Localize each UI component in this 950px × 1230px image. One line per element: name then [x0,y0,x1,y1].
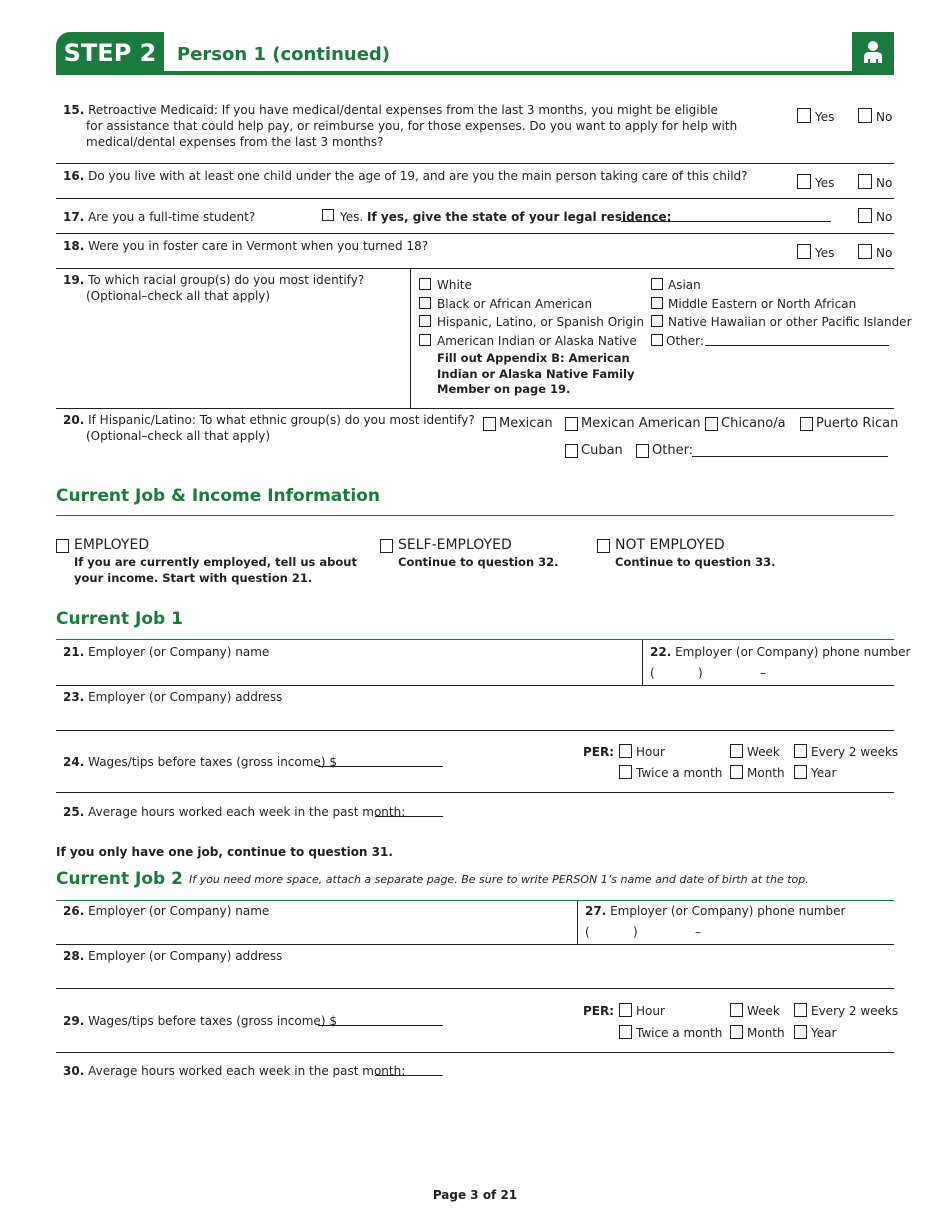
race-mena-label: Middle Eastern or North African [668,297,857,311]
divider [56,163,894,164]
q24-per-label: PER: [583,745,615,759]
eth-mexican-checkbox[interactable] [483,417,496,431]
q30-hours-input[interactable] [375,1075,443,1076]
divider [56,1052,894,1053]
eth-puerto-rican-checkbox[interactable] [800,417,813,431]
self-employed-label: SELF-EMPLOYED [398,537,512,553]
job2-note: If you need more space, attach a separate page. Be sure to write PERSON 1’s name and date of birth at the top. [189,873,809,886]
divider [56,730,894,731]
q18-text: 18. Were you in foster care in Vermont when you turned 18? [63,239,429,253]
income-heading: Current Job & Income Information [56,486,381,506]
q27-label: 27. Employer (or Company) phone number [585,904,846,918]
q24-year-checkbox[interactable] [794,765,807,779]
eth-other-checkbox[interactable] [636,444,649,458]
q29-year-checkbox[interactable] [794,1025,807,1039]
q29-year-label: Year [811,1026,837,1040]
q24-hour-checkbox[interactable] [619,744,632,758]
q29-week-checkbox[interactable] [730,1003,743,1017]
race-other-checkbox[interactable] [651,334,663,346]
q16-yes-label: Yes [815,176,835,190]
employed-label: EMPLOYED [74,537,150,553]
q23-label: 23. Employer (or Company) address [63,690,283,704]
q29-month-label: Month [747,1026,785,1040]
q16-yes-checkbox[interactable] [797,174,811,189]
q17-text: 17. Are you a full-time student? [63,210,256,224]
eth-other-label: Other: [652,443,694,458]
q27-phone-area-close: ) [633,925,638,939]
divider [56,988,894,989]
race-american-indian-checkbox[interactable] [419,334,431,346]
income-rule [56,515,894,516]
self-employed-checkbox[interactable] [380,539,393,553]
race-mena-checkbox[interactable] [651,297,663,309]
job2-rule [56,900,894,901]
race-asian-label: Asian [668,278,701,292]
q26-label: 26. Employer (or Company) name [63,904,270,918]
race-black-checkbox[interactable] [419,297,431,309]
q24-every2-label: Every 2 weeks [811,745,899,759]
divider [56,408,894,409]
q29-every2-checkbox[interactable] [794,1003,807,1017]
page-number: Page 3 of 21 [432,1188,518,1202]
q29-twice-checkbox[interactable] [619,1025,632,1039]
q29-hour-label: Hour [636,1004,665,1018]
q16-text: 16. Do you live with at least one child under the age of 19, and are you the main person taking care of this child? [63,169,748,183]
q22-phone-dash: – [760,666,766,680]
q24-amount-input[interactable] [318,766,443,767]
q22-label: 22. Employer (or Company) phone number [650,645,911,659]
q25-label: 25. Average hours worked each week in the past month: [63,805,406,819]
q18-no-checkbox[interactable] [858,244,872,259]
q15-no-label: No [876,110,893,124]
self-employed-note: Continue to question 32. [398,555,559,569]
q24-year-label: Year [811,766,837,780]
q29-every2-label: Every 2 weeks [811,1004,899,1018]
q15-yes-label: Yes [815,110,835,124]
not-employed-label: NOT EMPLOYED [615,537,725,553]
race-other-label: Other: [666,334,704,348]
race-white-checkbox[interactable] [419,278,431,290]
eth-puerto-rican-label: Puerto Rican [816,416,899,431]
q24-week-label: Week [747,745,780,759]
race-hispanic-checkbox[interactable] [419,315,431,327]
appendix-note: Fill out Appendix B: American Indian or Alaska Native Family Member on page 19. [437,351,635,396]
q18-yes-checkbox[interactable] [797,244,811,259]
q17-yes-checkbox[interactable] [322,209,334,221]
eth-cuban-label: Cuban [581,443,623,458]
page-title: Person 1 (continued) [177,44,391,65]
q29-label: 29. Wages/tips before taxes (gross income) $ [63,1014,337,1028]
divider [56,685,894,686]
column-divider [410,268,411,408]
q24-twice-label: Twice a month [636,766,723,780]
q22-phone-area-open: ( [650,666,655,680]
race-white-label: White [437,278,472,292]
race-american-indian-label: American Indian or Alaska Native [437,334,637,348]
q20-text: 20. If Hispanic/Latino: To what ethnic group(s) do you most identify? (Optional–check all that apply) [63,413,475,443]
q25-hours-input[interactable] [375,816,443,817]
job2-heading: Current Job 2 [56,869,183,889]
race-pacific-checkbox[interactable] [651,315,663,327]
race-pacific-label: Native Hawaiian or other Pacific Islander [668,315,912,329]
q29-week-label: Week [747,1004,780,1018]
race-asian-checkbox[interactable] [651,278,663,290]
q30-label: 30. Average hours worked each week in the past month: [63,1064,406,1078]
eth-chicano-label: Chicano/a [721,416,786,431]
job1-rule [56,639,894,640]
column-divider [642,640,643,685]
race-hispanic-label: Hispanic, Latino, or Spanish Origin [437,315,644,329]
q17-state-input[interactable] [621,221,831,222]
q24-week-checkbox[interactable] [730,744,743,758]
q16-no-label: No [876,176,893,190]
q27-phone-dash: – [695,925,701,939]
q15-no-checkbox[interactable] [858,108,872,123]
q17-yes-label: Yes. If yes, give the state of your legal residence: [340,210,672,224]
divider [56,944,894,945]
q24-every2-checkbox[interactable] [794,744,807,758]
eth-chicano-checkbox[interactable] [705,417,718,431]
q24-month-label: Month [747,766,785,780]
q18-yes-label: Yes [815,246,835,260]
eth-mexican-american-label: Mexican American [581,416,701,431]
header-rule [56,71,894,75]
employed-note: If you are currently employed, tell us about your income. Start with question 21. [74,555,357,585]
q29-per-label: PER: [583,1004,615,1018]
q29-month-checkbox[interactable] [730,1025,743,1039]
q24-twice-checkbox[interactable] [619,765,632,779]
race-black-label: Black or African American [437,297,593,311]
q29-twice-label: Twice a month [636,1026,723,1040]
q15-yes-checkbox[interactable] [797,108,811,123]
employed-checkbox[interactable] [56,539,69,553]
q21-label: 21. Employer (or Company) name [63,645,270,659]
only-one-job-note: If you only have one job, continue to question 31. [56,845,393,859]
divider [56,792,894,793]
q27-phone-area-open: ( [585,925,590,939]
q29-amount-input[interactable] [318,1025,443,1026]
q17-no-checkbox[interactable] [858,208,872,223]
not-employed-note: Continue to question 33. [615,555,776,569]
q22-phone-area-close: ) [698,666,703,680]
eth-mexican-label: Mexican [499,416,553,431]
q29-hour-checkbox[interactable] [619,1003,632,1017]
step-label: STEP 2 [63,39,157,67]
eth-cuban-checkbox[interactable] [565,444,578,458]
q24-hour-label: Hour [636,745,665,759]
q19-text: 19. To which racial group(s) do you most identify? (Optional–check all that apply) [63,273,365,303]
divider [56,198,894,199]
eth-mexican-american-checkbox[interactable] [565,417,578,431]
divider [56,268,894,269]
q24-month-checkbox[interactable] [730,765,743,779]
q16-no-checkbox[interactable] [858,174,872,189]
q24-label: 24. Wages/tips before taxes (gross income) $ [63,755,337,769]
column-divider [577,901,578,944]
race-other-input[interactable] [705,345,889,346]
q17-no-label: No [876,210,893,224]
not-employed-checkbox[interactable] [597,539,610,553]
q15-text: 15. Retroactive Medicaid: If you have medical/dental expenses from the last 3 months, you might be eligible for assistance that could help pay, or reimburse you, for those expenses. Do you want to apply for help with medical/dental expenses from the last 3 months? [63,103,738,149]
divider [56,233,894,234]
job1-heading: Current Job 1 [56,609,183,629]
eth-other-input[interactable] [692,456,888,457]
q18-no-label: No [876,246,893,260]
q28-label: 28. Employer (or Company) address [63,949,283,963]
person-icon [852,32,894,74]
